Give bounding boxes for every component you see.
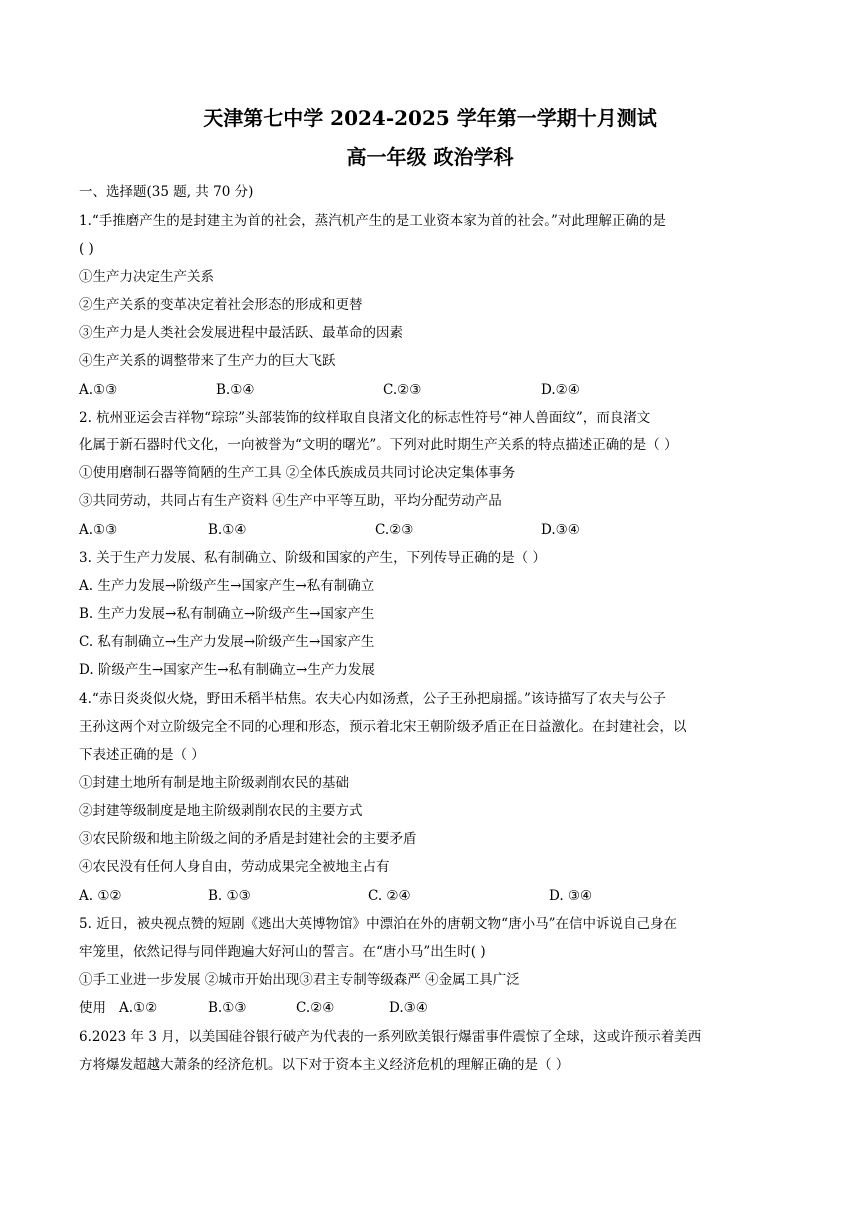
- q1-stem-line-2: ( ): [79, 241, 94, 257]
- q4-option-c: C. ②④: [368, 888, 411, 904]
- q4-option-a: A. ①②: [79, 888, 122, 904]
- q4-option-b: B. ①③: [208, 888, 251, 904]
- exam-title: 天津第七中学 2024-2025 学年第一学期十月测试: [203, 106, 657, 130]
- q4-stem-line-2: 王孙这两个对立阶级完全不同的心理和形态，预示着北宋王朝阶级矛盾正在日益激化。在封建社会，以: [79, 719, 687, 735]
- q3-stem: 3. 关于生产力发展、私有制确立、阶级和国家的产生，下列传导正确的是（ ）: [79, 550, 546, 566]
- q1-options: [79, 381, 779, 399]
- q5-option-d: D.③④: [389, 1000, 428, 1016]
- exam-subtitle: 高一年级 政治学科: [346, 145, 514, 169]
- q2-option-c: C.②③: [375, 522, 414, 538]
- q1-option-b: B.①④: [216, 382, 255, 398]
- q4-statement-1: ①封建土地所有制是地主阶级剥削农民的基础: [79, 775, 349, 791]
- q2-stem-line-2: 化属于新石器时代文化，一向被誉为“文明的曙光”。下列对此时期生产关系的特点描述正确的是（ ）: [79, 437, 678, 453]
- q3-option-a: A. 生产力发展→阶级产生→国家产生→私有制确立: [79, 578, 375, 594]
- q4-options: [79, 887, 779, 905]
- q5-stem-line-1: 5. 近日，被央视点赞的短剧《逃出大英博物馆》中漂泊在外的唐朝文物“唐小马”在信中诉说自己身在: [79, 916, 677, 932]
- q1-statement-1: ①生产力决定生产关系: [79, 269, 214, 285]
- q2-options: [79, 521, 779, 539]
- q5-option-c: C.②④: [296, 1000, 335, 1016]
- q4-statement-2: ②封建等级制度是地主阶级剥削农民的主要方式: [79, 803, 363, 819]
- q5-statements: ①手工业进一步发展 ②城市开始出现③君主专制等级森严 ④金属工具广泛: [79, 972, 520, 988]
- q5-stem-line-2: 牢笼里，依然记得与同伴跑遍大好河山的誓言。在“唐小马”出生时( ): [79, 944, 486, 960]
- q4-stem-line-1: 4.“赤日炎炎似火烧，野田禾稻半枯焦。农夫心内如汤煮，公子王孙把扇摇。”该诗描写了农夫与公子: [79, 691, 666, 707]
- q6-stem-line-2: 方将爆发超越大萧条的经济危机。以下对于资本主义经济危机的理解正确的是（ ）: [79, 1057, 570, 1073]
- q1-statement-4: ④生产关系的调整带来了生产力的巨大飞跃: [79, 353, 336, 369]
- q5-option-a: A.①②: [119, 1000, 158, 1016]
- q1-statement-2: ②生产关系的变革决定着社会形态的形成和更替: [79, 297, 363, 313]
- q3-option-c: C. 私有制确立→生产力发展→阶级产生→国家产生: [79, 634, 375, 650]
- q3-option-d: D. 阶级产生→国家产生→私有制确立→生产力发展: [79, 662, 375, 678]
- q1-option-a: A.①③: [79, 382, 118, 398]
- q4-option-d: D. ③④: [549, 888, 593, 904]
- q5-use-label: 使用: [79, 1000, 106, 1016]
- q1-option-c: C.②③: [383, 382, 422, 398]
- q4-statement-3: ③农民阶级和地主阶级之间的矛盾是封建社会的主要矛盾: [79, 831, 417, 847]
- q4-stem-line-3: 下表述正确的是（ ）: [79, 747, 205, 763]
- q5-options: [79, 999, 779, 1017]
- q5-option-b: B.①③: [208, 1000, 247, 1016]
- q2-option-b: B.①④: [208, 522, 247, 538]
- q3-option-b: B. 生产力发展→私有制确立→阶级产生→国家产生: [79, 606, 375, 622]
- q2-stem-line-1: 2. 杭州亚运会吉祥物“琮琮”头部装饰的纹样取自良渚文化的标志性符号“神人兽面纹”，而良渚文: [79, 410, 651, 426]
- section-heading: 一、选择题(35 题, 共 70 分): [79, 184, 254, 200]
- q1-statement-3: ③生产力是人类社会发展进程中最活跃、最革命的因素: [79, 325, 403, 341]
- q2-statements-3-4: ③共同劳动，共同占有生产资料 ④生产中平等互助，平均分配劳动产品: [79, 493, 502, 509]
- q2-statements-1-2: ①使用磨制石器等简陋的生产工具 ②全体氏族成员共同讨论决定集体事务: [79, 465, 516, 481]
- q2-option-a: A.①③: [79, 522, 118, 538]
- q6-stem-line-1: 6.2023 年 3 月，以美国硅谷银行破产为代表的一系列欧美银行爆雷事件震惊了全球，这或许预示着美西: [79, 1029, 702, 1045]
- q2-option-d: D.③④: [541, 522, 580, 538]
- q4-statement-4: ④农民没有任何人身自由，劳动成果完全被地主占有: [79, 859, 390, 875]
- q1-stem-line-1: 1.“手推磨产生的是封建主为首的社会，蒸汽机产生的是工业资本家为首的社会。”对此理解正确的是: [79, 213, 666, 229]
- q1-option-d: D.②④: [541, 382, 580, 398]
